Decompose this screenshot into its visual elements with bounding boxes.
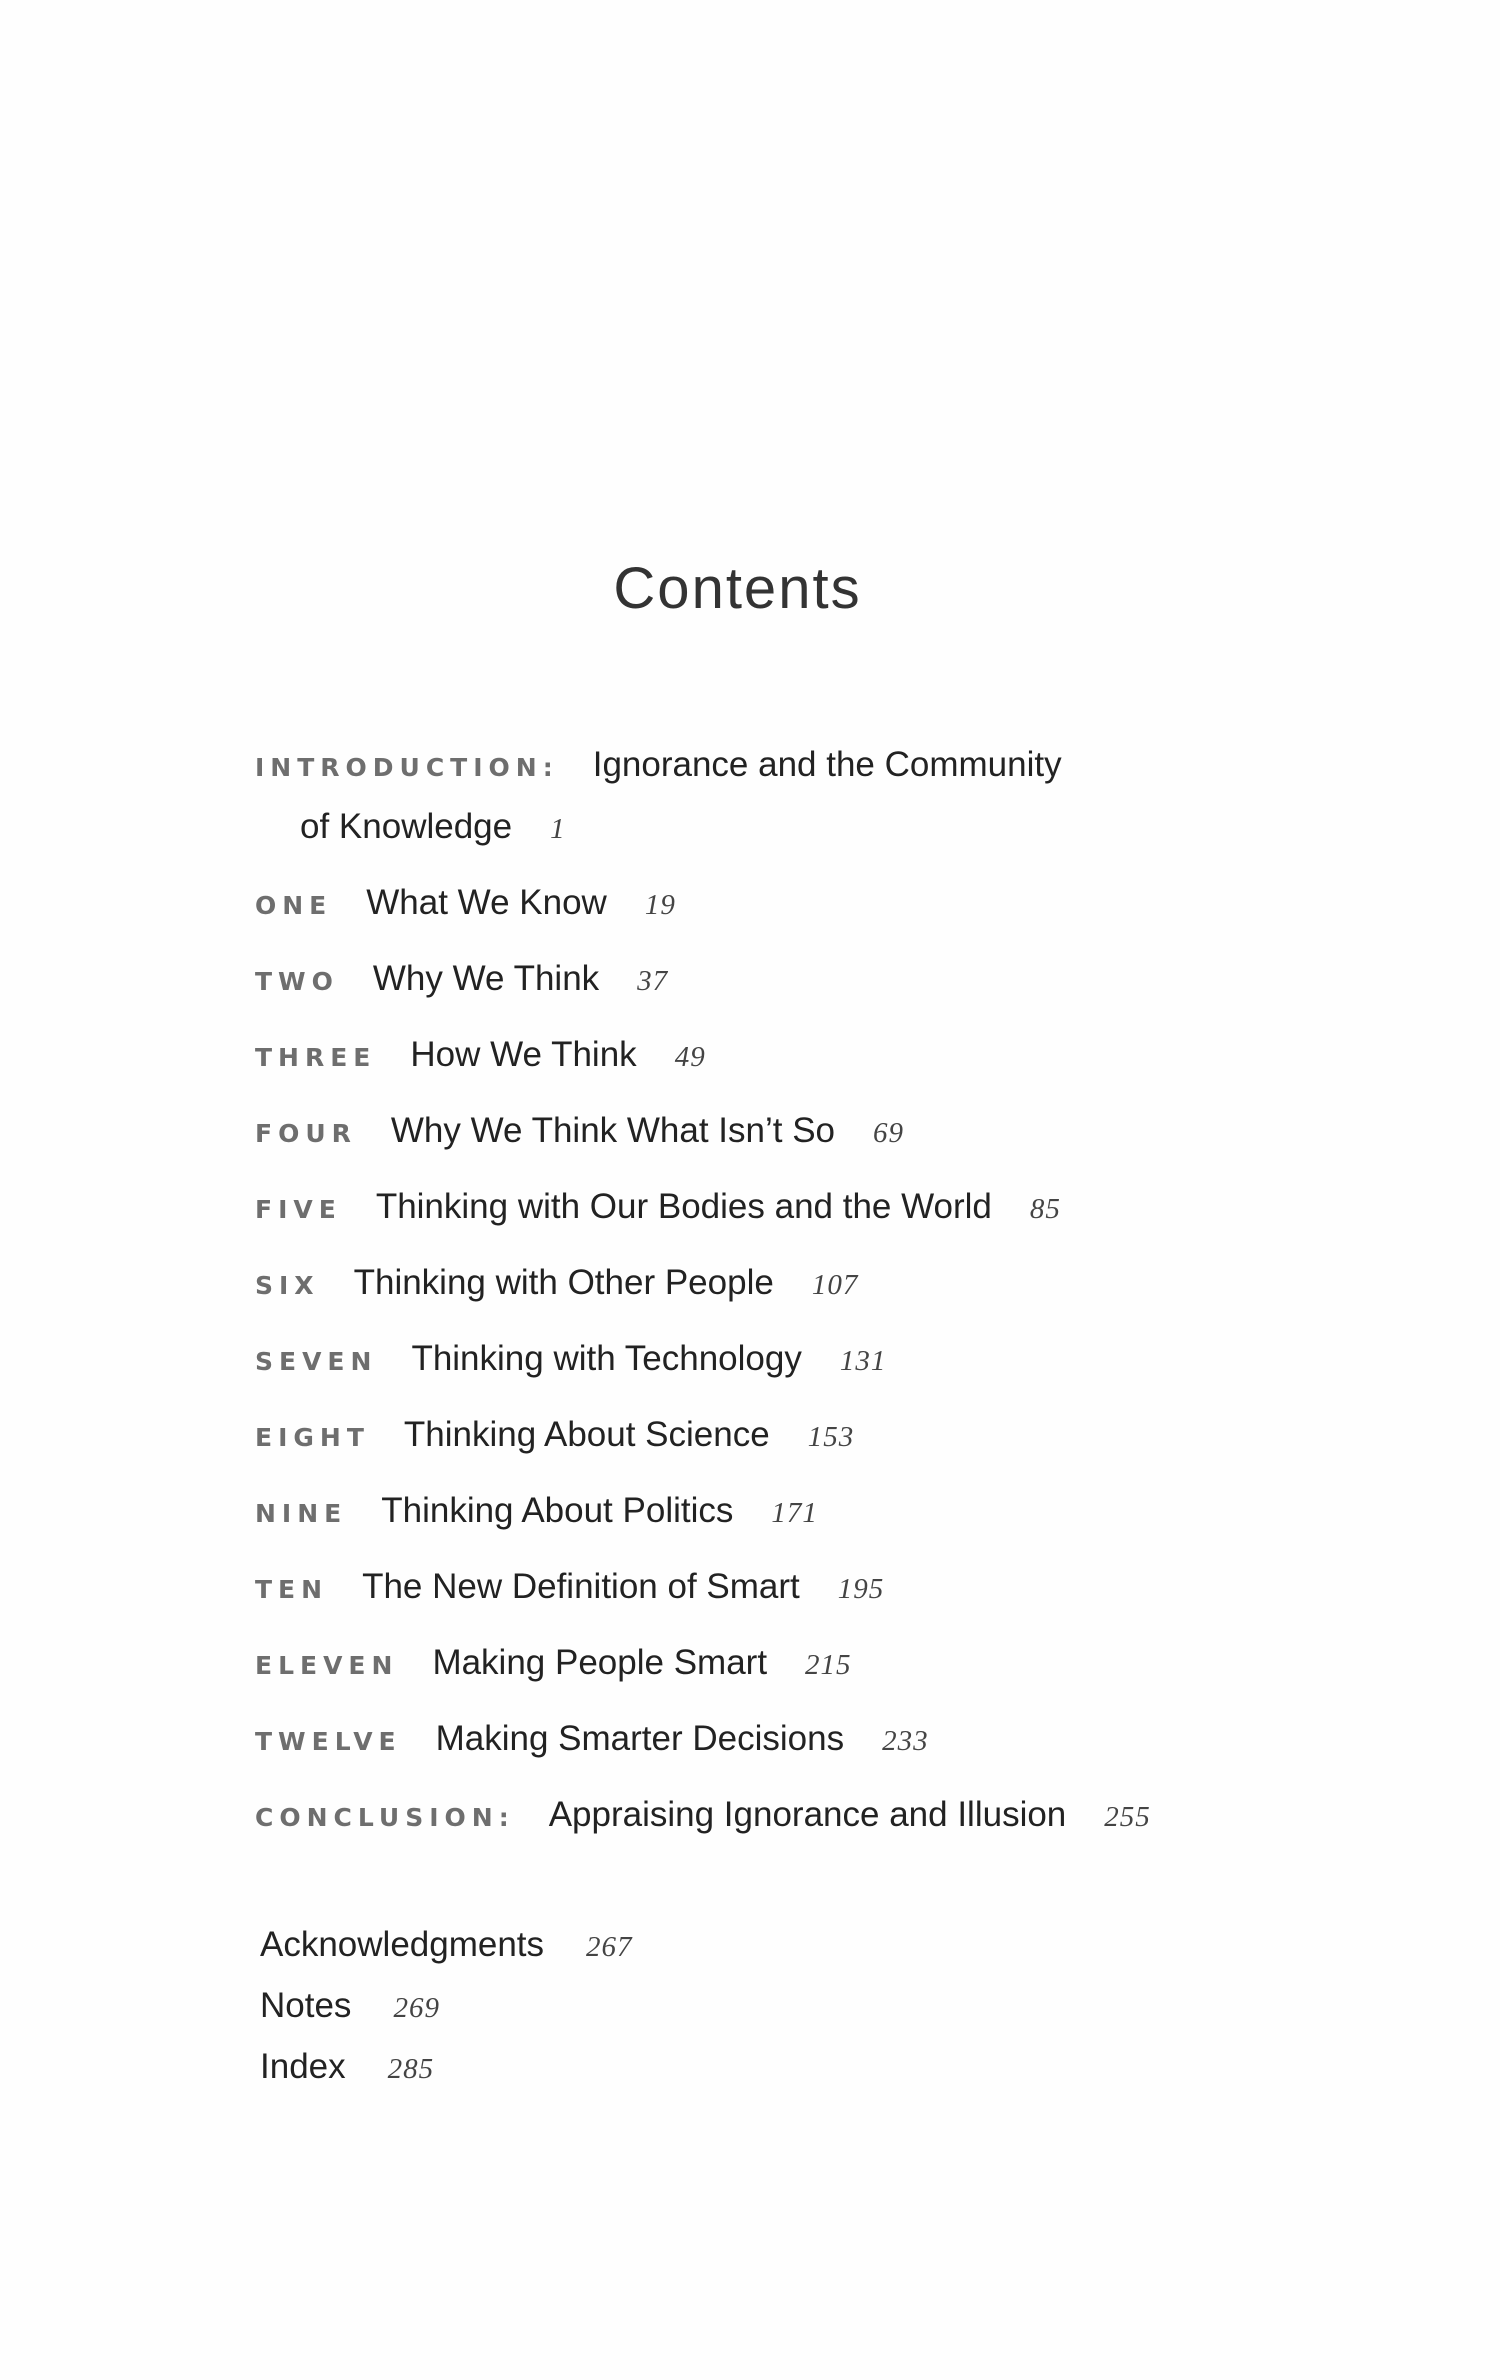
back-matter-heading: Index (260, 2047, 346, 2086)
back-matter-entry (260, 1986, 633, 2047)
table-of-contents (255, 745, 1355, 1871)
toc-entry (255, 1111, 1355, 1187)
chapter-label: INTRODUCTION: (255, 753, 559, 782)
chapter-label: FIVE (255, 1195, 342, 1224)
chapter-heading: Thinking with Other People (353, 1263, 774, 1302)
toc-entry (255, 883, 1355, 959)
chapter-label: SEVEN (255, 1347, 378, 1376)
page-number: 49 (674, 1041, 706, 1073)
back-matter-list (260, 1925, 633, 2108)
chapter-label: CONCLUSION: (255, 1803, 515, 1832)
back-matter-entry (260, 2047, 633, 2108)
chapter-heading-continued: of Knowledge (300, 807, 513, 846)
page-number: 215 (805, 1649, 852, 1681)
page-number: 195 (837, 1573, 885, 1605)
chapter-heading: Making People Smart (432, 1643, 768, 1682)
chapter-heading: How We Think (410, 1035, 637, 1074)
page-number: 37 (637, 965, 669, 997)
chapter-heading: Thinking with Technology (411, 1339, 802, 1378)
chapter-label: TWO (255, 967, 339, 996)
toc-entry (255, 1187, 1355, 1263)
back-matter-entry (260, 1925, 633, 1986)
chapter-label: THREE (255, 1043, 377, 1072)
page-number: 233 (882, 1725, 929, 1757)
toc-entry (255, 1263, 1355, 1339)
chapter-heading: Why We Think What Isn’t So (390, 1111, 836, 1150)
page-number: 107 (811, 1269, 859, 1301)
back-matter-heading: Acknowledgments (260, 1925, 545, 1964)
page-number: 1 (550, 813, 566, 845)
chapter-label: TEN (255, 1575, 329, 1604)
chapter-label: ELEVEN (255, 1651, 399, 1680)
page-number: 171 (771, 1497, 818, 1529)
toc-entry-conclusion (255, 1795, 1355, 1871)
toc-entry (255, 1643, 1355, 1719)
toc-entry (255, 1567, 1355, 1643)
chapter-heading: Ignorance and the Community (592, 745, 1062, 784)
chapter-heading: Why We Think (372, 959, 600, 998)
page-number: 131 (839, 1345, 887, 1377)
chapter-heading: Appraising Ignorance and Illusion (548, 1795, 1067, 1834)
chapter-heading: Making Smarter Decisions (435, 1719, 845, 1758)
chapter-heading: The New Definition of Smart (362, 1567, 800, 1606)
toc-entry (255, 1339, 1355, 1415)
chapter-heading: Thinking About Science (403, 1415, 770, 1454)
toc-entry-introduction (255, 745, 1355, 883)
page-number: 255 (1104, 1801, 1151, 1833)
chapter-heading: Thinking About Politics (381, 1491, 734, 1530)
chapter-label: TWELVE (255, 1727, 402, 1756)
toc-entry (255, 959, 1355, 1035)
toc-entry (255, 1035, 1355, 1111)
page-number: 85 (1029, 1193, 1061, 1225)
chapter-label: ONE (255, 891, 333, 920)
chapter-heading: Thinking with Our Bodies and the World (375, 1187, 992, 1226)
chapter-label: EIGHT (255, 1423, 370, 1452)
chapter-label: FOUR (255, 1119, 357, 1148)
page-number: 285 (387, 2053, 435, 2085)
page-number: 19 (644, 889, 676, 921)
page-number: 69 (873, 1117, 905, 1149)
back-matter-heading: Notes (260, 1986, 352, 2025)
chapter-label: SIX (255, 1271, 320, 1300)
chapter-label: NINE (255, 1499, 348, 1528)
toc-entry (255, 1415, 1355, 1491)
page-title: Contents (613, 556, 862, 621)
page-number: 267 (586, 1931, 633, 1963)
chapter-heading: What We Know (366, 883, 607, 922)
toc-entry (255, 1719, 1355, 1795)
page-number: 269 (393, 1992, 440, 2024)
toc-entry (255, 1491, 1355, 1567)
page-number: 153 (807, 1421, 855, 1453)
